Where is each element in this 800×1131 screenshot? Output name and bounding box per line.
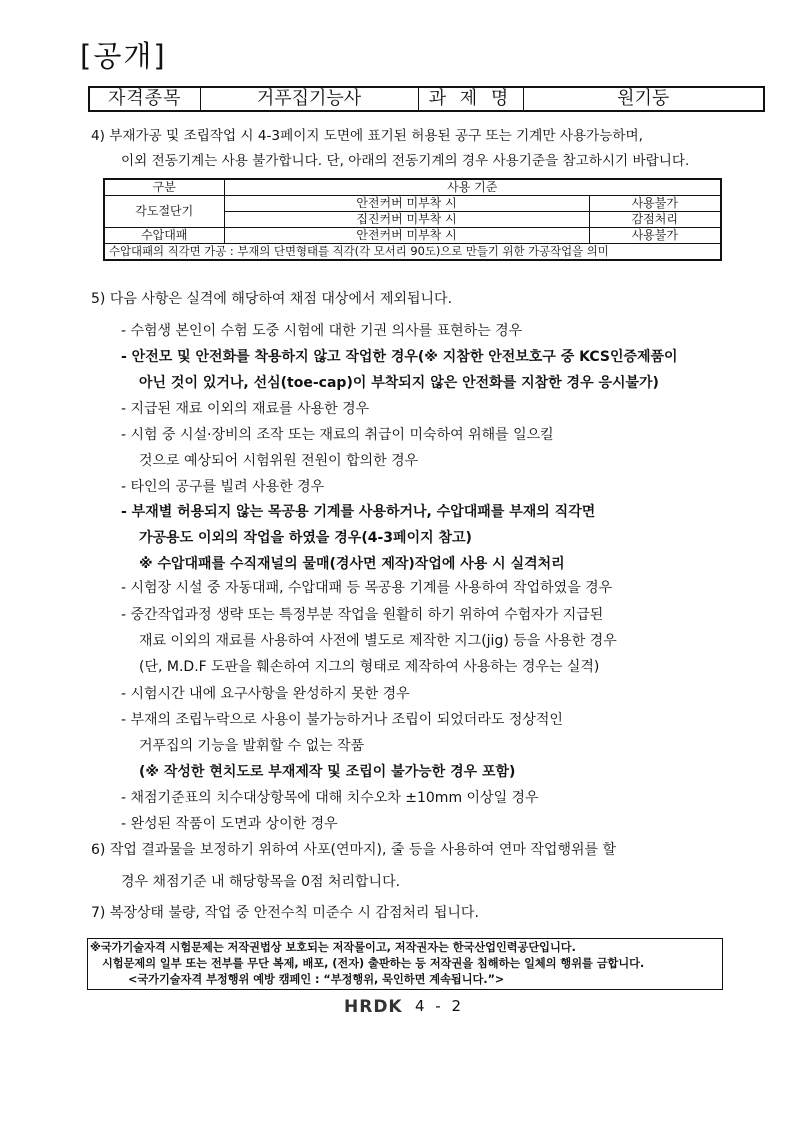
list-item: - 안전모 및 안전화를 착용하지 않고 작업한 경우(※ 지참한 안전보호구 중 KCS인증제품이 bbox=[121, 349, 678, 365]
list-item: - 시험장 시설 중 자동대패, 수압대패 등 목공용 기계를 사용하여 작업하였을 경우 bbox=[121, 580, 613, 596]
header-table bbox=[88, 86, 765, 112]
list-item: - 채점기준표의 치수대상항목에 대해 치수오차 ±10mm 이상일 경우 bbox=[121, 790, 539, 806]
table-cell-result: 사용불가 bbox=[589, 228, 721, 244]
page-number: 4 - 2 bbox=[415, 997, 465, 1015]
list-item: - 시험시간 내에 요구사항을 완성하지 못한 경우 bbox=[121, 686, 410, 702]
table-cell-condition: 안전커버 미부착 시 bbox=[224, 196, 589, 212]
list-item-cont: 것으로 예상되어 시험위원 전원이 합의한 경우 bbox=[139, 453, 419, 469]
disclosure-badge: [공개] bbox=[80, 39, 167, 73]
copyright-notice-box bbox=[87, 938, 723, 990]
table-cell-condition: 안전커버 미부착 시 bbox=[224, 228, 589, 244]
list-item: - 시험 중 시설·장비의 조작 또는 재료의 취급이 미숙하여 위해를 일으킬 bbox=[121, 427, 554, 443]
table-cell-condition: 집진커버 미부착 시 bbox=[224, 212, 589, 228]
list-item: - 타인의 공구를 빌려 사용한 경우 bbox=[121, 479, 325, 495]
list-item-cont: 가공용도 이외의 작업을 하였을 경우(4-3페이지 참고) bbox=[139, 530, 472, 546]
list-item-cont: 재료 이외의 재료를 사용하여 사전에 별도로 제작한 지그(jig) 등을 사용한 경우 bbox=[139, 633, 617, 649]
task-label: 과 제 명 bbox=[418, 87, 523, 111]
item6-cont: 경우 채점기준 내 해당항목을 0점 처리합니다. bbox=[121, 874, 401, 890]
table-cell-jointer: 수압대패 bbox=[104, 228, 224, 244]
task-value: 원기둥 bbox=[523, 87, 764, 111]
table-cell-result: 감점처리 bbox=[589, 212, 721, 228]
list-item: - 중간작업과정 생략 또는 특정부분 작업을 원활히 하기 위하여 수험자가 지급된 bbox=[121, 607, 604, 623]
item6-title: 6) 작업 결과물을 보정하기 위하여 사포(연마지), 줄 등을 사용하여 연마 작업행위를 할 bbox=[91, 842, 616, 858]
list-item: - 부재의 조립누락으로 사용이 불가능하거나 조립이 되었더라도 정상적인 bbox=[121, 712, 563, 728]
list-item-cont: (단, M.D.F 도판을 훼손하여 지그의 형태로 제작하여 사용하는 경우는 실격) bbox=[139, 659, 600, 675]
list-item-cont: 거푸집의 기능을 발휘할 수 없는 작품 bbox=[139, 738, 365, 754]
item4-line1: 4) 부재가공 및 조립작업 시 4-3페이지 도면에 표기된 허용된 공구 또는 기계만 사용가능하며, bbox=[91, 128, 643, 144]
field-label: 자격종목 bbox=[89, 87, 200, 111]
list-item: - 완성된 작품이 도면과 상이한 경우 bbox=[121, 816, 338, 832]
list-item-cont: 아닌 것이 있거나, 선심(toe-cap)이 부착되지 않은 안전화를 지참한 경우 응시불가) bbox=[139, 375, 659, 391]
item5-title: 5) 다음 사항은 실격에 해당하여 채점 대상에서 제외됩니다. bbox=[91, 291, 453, 307]
table-cell-result: 사용불가 bbox=[589, 196, 721, 212]
campaign-line: <국가기술자격 부정행위 예방 캠페인 : “부정행위, 묵인하면 계속됩니다.”> bbox=[128, 973, 505, 986]
list-item: - 수험생 본인이 수험 도중 시험에 대한 기권 의사를 표현하는 경우 bbox=[121, 323, 523, 339]
table-header-category: 구분 bbox=[104, 179, 224, 196]
hrdk-logo: HRDK bbox=[344, 997, 403, 1017]
item4-line2: 이외 전동기계는 사용 불가합니다. 단, 아래의 전동기계의 경우 사용기준을 참고하시기 바랍니다. bbox=[121, 153, 690, 169]
table-note: 수압대패의 직각면 가공 : 부재의 단면형태를 직각(각 모서리 90도)으로 만들기 위한 가공작업을 의미 bbox=[104, 244, 721, 261]
list-item-note: (※ 작성한 현치도로 부재제작 및 조립이 불가능한 경우 포함) bbox=[139, 764, 516, 780]
field-value: 거푸집기능사 bbox=[200, 87, 418, 111]
table-header-criteria: 사용 기준 bbox=[224, 179, 721, 196]
list-item-note: ※ 수압대패를 수직재널의 물매(경사면 제작)작업에 사용 시 실격처리 bbox=[139, 556, 565, 572]
copyright-line: 시험문제의 일부 또는 전부를 무단 복제, 배포, (전자) 출판하는 등 저작권을 침해하는 일체의 행위를 금합니다. bbox=[102, 957, 645, 970]
list-item: - 부재별 허용되지 않는 목공용 기계를 사용하거나, 수압대패를 부재의 직각면 bbox=[121, 504, 596, 520]
copyright-line: ※국가기술자격 시험문제는 저작권법상 보호되는 저작물이고, 저작권자는 한국산업인력공단입니다. bbox=[90, 941, 576, 954]
list-item: - 지급된 재료 이외의 재료를 사용한 경우 bbox=[121, 401, 370, 417]
usage-standard-table bbox=[103, 178, 722, 261]
item7-title: 7) 복장상태 불량, 작업 중 안전수칙 미준수 시 감점처리 됩니다. bbox=[91, 905, 479, 921]
table-cell-miter-saw: 각도절단기 bbox=[104, 196, 224, 228]
